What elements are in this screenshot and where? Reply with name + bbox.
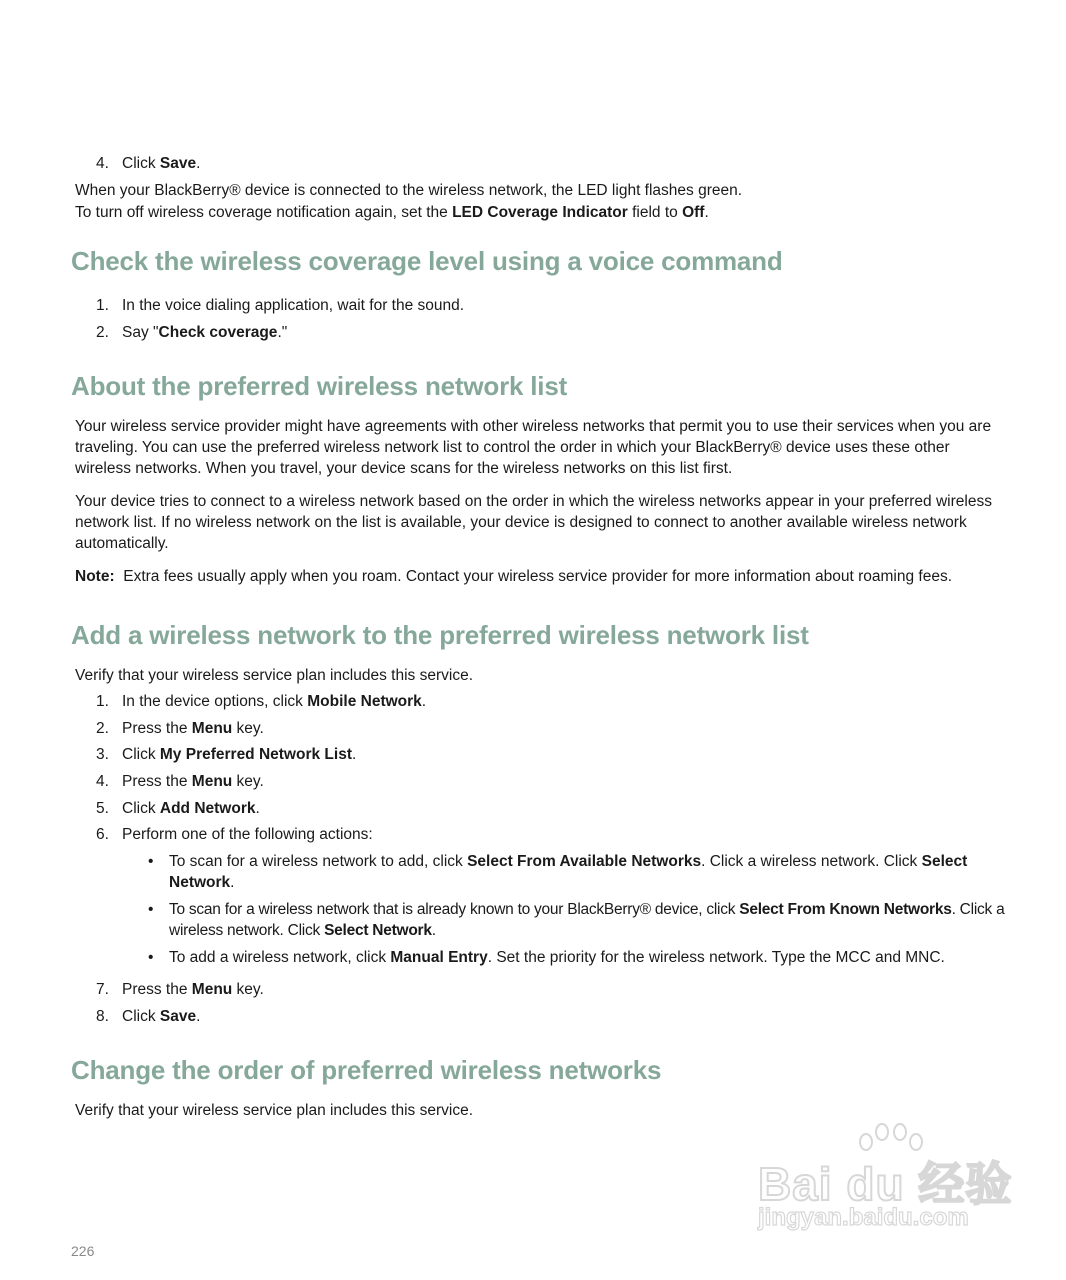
step-number: 4.: [96, 773, 109, 790]
ui-term: Save: [159, 155, 197, 172]
bullet-item: [148, 947, 1008, 968]
step-text-end: .: [196, 1008, 201, 1025]
watermark-url: jingyan.baidu.com: [758, 1204, 969, 1231]
bullet-item: [148, 851, 1008, 893]
bullet-text: To scan for a wireless network to add, click: [169, 853, 468, 870]
baidu-watermark: [750, 1118, 1013, 1243]
step-item: [96, 979, 264, 1000]
step-text: Click: [122, 800, 160, 817]
paragraph-text: To turn off wireless coverage notification again, set the: [75, 204, 453, 221]
step-text-end: key.: [232, 981, 264, 998]
step-text: In the device options, click: [122, 693, 308, 710]
step-text-end: .: [255, 800, 260, 817]
step-number: 4.: [96, 155, 109, 172]
bullet-text: To scan for a wireless network that is already known to your BlackBerry® device, click: [169, 901, 740, 918]
section-heading: Add a wireless network to the preferred wireless network list: [71, 620, 809, 650]
section-heading: Change the order of preferred wireless networks: [71, 1055, 662, 1085]
step-item: [96, 153, 200, 174]
ui-term: Select Network: [324, 922, 432, 939]
ui-term: Menu: [191, 981, 233, 998]
bullet-text: . Set the priority for the wireless network. Type the MCC and MNC.: [487, 949, 945, 966]
step-text-end: .: [351, 746, 357, 763]
bullet-text: .: [431, 922, 436, 939]
step-text: Click: [122, 746, 160, 763]
ui-term: Select From Known Networks: [739, 901, 952, 918]
step-text-end: .: [196, 155, 201, 172]
step-number: 6.: [96, 826, 109, 843]
step-text-end: key.: [232, 720, 264, 737]
step-text: Click: [122, 155, 160, 172]
ui-term: Manual Entry: [390, 949, 488, 966]
bullet-text: .: [230, 874, 235, 891]
note: [75, 566, 1005, 587]
step-text: Press the: [122, 981, 192, 998]
step-number: 1.: [96, 693, 109, 710]
paragraph-text: When your BlackBerry® device is connected to the wireless network, the LED light flashes green.: [75, 182, 743, 199]
step-number: 5.: [96, 800, 109, 817]
paragraph: Verify that your wireless service plan includes this service.: [75, 667, 473, 684]
step-number: 7.: [96, 981, 109, 998]
step-item: [96, 322, 287, 343]
bullet-dot-icon: •: [148, 853, 154, 870]
paragraph: [75, 202, 1005, 223]
ui-term: Select Network: [169, 853, 968, 891]
step-text: Click: [122, 1008, 160, 1025]
step-text: Press the: [122, 773, 192, 790]
ui-term: Check coverage: [158, 324, 278, 341]
step-text-end: .: [421, 693, 427, 710]
paragraph: Your device tries to connect to a wireless network based on the order in which the wireless networks appear in your preferred wireless network list. If no wireless network on the list is available, your device is designed to connect to another available wireless network automatically.: [75, 493, 992, 552]
paragraph: [75, 180, 1005, 201]
bullet-text: . Click a wireless network. Click: [701, 853, 922, 870]
ui-term: Mobile Network: [307, 693, 422, 710]
section-heading: About the preferred wireless network list: [71, 371, 568, 401]
ui-term: Add Network: [159, 800, 256, 817]
step-item: [96, 798, 260, 819]
paragraph-text: .: [704, 204, 709, 221]
paragraph: Your wireless service provider might have agreements with other wireless networks that permit you to use their services when you are traveling. You can use the preferred wireless network list to control the order in which your BlackBerry® device uses these other wireless networks. When you travel, your device scans for the wireless networks on this list first.: [75, 418, 992, 477]
step-item: [96, 295, 464, 316]
step-text: Say ": [122, 324, 159, 341]
watermark-logo-text: Bai du 经验: [758, 1158, 1013, 1210]
step-text: Press the: [122, 720, 192, 737]
step-item: [96, 824, 373, 845]
step-text: In the voice dialing application, wait for the sound.: [122, 297, 465, 314]
ui-term: Select From Available Networks: [467, 853, 702, 870]
bullet-text: To add a wireless network, click: [169, 949, 391, 966]
step-item: [96, 744, 356, 765]
ui-term: LED Coverage Indicator: [452, 204, 628, 221]
note-text: Extra fees usually apply when you roam. Contact your wireless service provider for more information about roaming fees.: [123, 568, 952, 585]
paragraph: Verify that your wireless service plan includes this service.: [75, 1102, 473, 1119]
page-number: 226: [71, 1243, 95, 1259]
step-number: 1.: [96, 297, 109, 314]
step-text: Perform one of the following actions:: [122, 826, 373, 843]
step-text-end: key.: [232, 773, 264, 790]
ui-term: Menu: [191, 720, 233, 737]
section-heading: Check the wireless coverage level using a voice command: [71, 246, 783, 276]
step-number: 2.: [96, 720, 109, 737]
bullet-item: [148, 899, 1008, 941]
step-number: 2.: [96, 324, 109, 341]
bullet-dot-icon: •: [148, 949, 154, 966]
step-item: [96, 1006, 200, 1027]
ui-term: Save: [159, 1008, 197, 1025]
step-item: [96, 771, 264, 792]
ui-term: Off: [682, 204, 705, 221]
ui-term: Menu: [191, 773, 233, 790]
note-label: Note:: [75, 568, 115, 585]
step-number: 8.: [96, 1008, 109, 1025]
paragraph-text: field to: [627, 204, 683, 221]
bullet-dot-icon: •: [148, 901, 154, 918]
ui-term: My Preferred Network List: [159, 746, 352, 763]
step-number: 3.: [96, 746, 109, 763]
bullet-text: . Click a wireless network. Click: [169, 901, 1005, 939]
step-item: [96, 718, 264, 739]
step-item: [96, 691, 426, 712]
step-text-end: .": [277, 324, 288, 341]
